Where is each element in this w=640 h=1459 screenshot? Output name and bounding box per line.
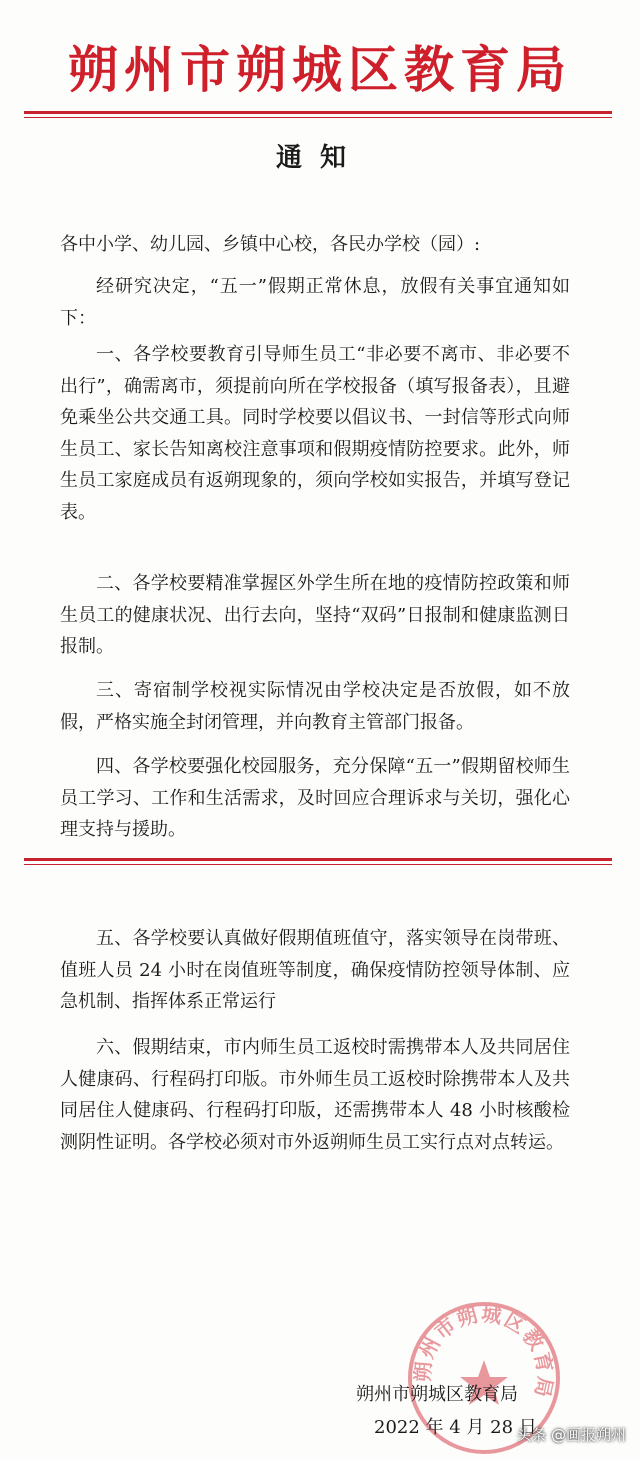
intro-paragraph: 经研究决定，“五一”假期正常休息，放假有关事宜通知如下： <box>60 276 570 329</box>
issuer-letterhead: 朔州市朔城区教育局 <box>68 40 572 99</box>
page-break-divider <box>24 858 612 865</box>
source-watermark: 头条 @画报朔州 <box>516 1426 626 1444</box>
item-1-paragraph: 一、各学校要教育引导师生员工“非必要不离市、非必要不出行”，确需离市，须提前向所在学校报备（填写报备表），且避免乘坐公共交通工具。同时学校要以倡议书、一封信等形式向师生员工、家长告知离校注意事项和假期疫情防控要求。此外，师生员工家庭成员有返朔现象的，须向学校如实报告，并填写登记表。 <box>60 344 570 523</box>
signature-org: 朔州市朔城区教育局 <box>356 1384 518 1405</box>
item-2-paragraph: 二、各学校要精准掌握区外学生所在地的疫情防控政策和师生员工的健康状况、出行去向，坚持“双码”日报制和健康监测日报制。 <box>60 573 570 657</box>
item-6-paragraph: 六、假期结束，市内师生员工返校时需携带本人及共同居住人健康码、行程码打印版。市外师生员工返校时除携带本人及共同居住人健康码、行程码打印版，还需携带本人 48 小时核酸检测阴性证明。各学校必须对市外返朔师生员工实行点对点转运。 <box>60 1037 570 1153</box>
item-3-paragraph: 三、寄宿制学校视实际情况由学校决定是否放假，如不放假，严格实施全封闭管理，并向教育主管部门报备。 <box>60 680 570 733</box>
notice-title: 通知 <box>275 143 364 173</box>
item-4-paragraph: 四、各学校要强化校园服务，充分保障“五一”假期留校师生员工学习、工作和生活需求，及时回应合理诉求与关切，强化心理支持与援助。 <box>60 756 570 840</box>
salutation: 各中小学、幼儿园、乡镇中心校，各民办学校（园）: <box>60 234 481 255</box>
seal-text: 朔州市朔城区教育局 <box>410 1301 558 1402</box>
item-5-paragraph: 五、各学校要认真做好假期值班值守，落实领导在岗带班、值班人员 24 小时在岗值班等制度，确保疫情防控领导体制、应急机制、指挥体系正常运行 <box>60 928 570 1012</box>
signature-date: 2022 年 4 月 28 日 <box>374 1417 537 1438</box>
header-divider <box>24 111 612 118</box>
